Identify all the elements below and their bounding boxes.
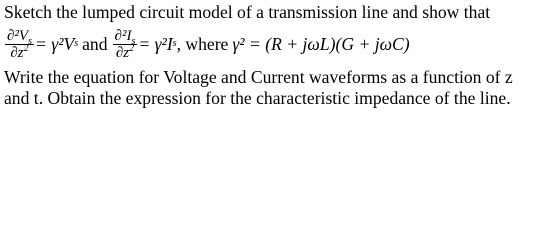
gamma-definition: γ² = (R + jωL)(G + jωC) [232,33,410,54]
question-line-3: Write the equation for Voltage and Current waveforms as a function of z [4,67,513,87]
eq1-numerator: ∂²V [7,27,29,44]
fraction-d2v-dz2 [5,28,34,61]
question-line-1: Sketch the lumped circuit model of a transmission line and show that [4,2,491,22]
eq2-numerator-sub: s [131,35,136,47]
eq2-numerator: ∂²I [114,27,132,44]
fraction-d2i-dz2 [113,28,138,61]
eq1-rhs: = γ²V [34,33,75,54]
eq2-denominator-sup: 2 [129,42,135,54]
and-label: and [82,33,108,54]
eq1-denominator: ∂z [10,44,24,61]
equation-line: $\frac{\partial^2V_s}{\partial z^2}$ = γ²V s and $\frac{\partial^2I_s}{\partial z^2}$ = γ²I s , where γ² = (R + jωL)(G + jωC) [7,27,410,61]
eq1-denominator-sup: 2 [23,42,29,54]
where-label: , where [176,33,229,54]
eq2-denominator: ∂z [115,44,130,61]
eq2-rhs: = γ²I [138,33,173,54]
question-line-4: and t. Obtain the expression for the characteristic impedance of the line. [4,88,511,108]
eq1-numerator-sub: s [28,35,32,47]
